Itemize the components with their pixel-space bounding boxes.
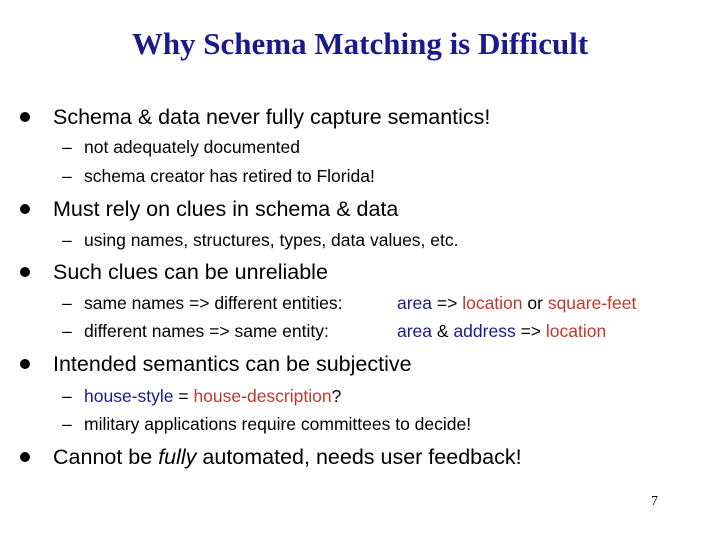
example-mapping <box>397 292 636 314</box>
bullet-text: Schema & data never fully capture semantics! <box>53 105 491 129</box>
page-number: 7 <box>651 494 658 509</box>
bullet-dot-icon <box>20 204 30 214</box>
emphasis-text: fully <box>158 445 197 469</box>
sub-bullet-text: using names, structures, types, data values, etc. <box>84 230 459 250</box>
arrow-text: => <box>515 321 546 341</box>
slide-title: Why Schema Matching is Difficult <box>131 26 589 61</box>
equals-text: = <box>173 386 194 406</box>
sub-bullet-text <box>84 385 341 407</box>
arrow-text: => <box>432 293 463 313</box>
sub-bullet-text: different names => same entity: <box>84 321 329 341</box>
bullet-text: Such clues can be unreliable <box>53 260 328 284</box>
bullet-text-pre: Cannot be <box>53 445 159 469</box>
term-area: area <box>397 293 433 313</box>
bullet-text: Must rely on clues in schema & data <box>53 197 399 221</box>
dash-icon: – <box>62 230 72 250</box>
term-area: area <box>397 321 433 341</box>
dash-icon: – <box>62 166 72 186</box>
bullet-dot-icon <box>20 452 30 462</box>
dash-icon: – <box>62 321 72 341</box>
connector-text: & <box>432 321 454 341</box>
dash-icon: – <box>62 414 72 434</box>
bullet-text <box>53 444 522 470</box>
connector-text: or <box>522 293 548 313</box>
bullet-dot-icon <box>20 267 30 277</box>
bullet-dot-icon <box>20 359 30 369</box>
bullet-text-post: automated, needs user feedback! <box>196 445 522 469</box>
sub-bullet-text: not adequately documented <box>84 137 300 157</box>
bullet-text: Intended semantics can be subjective <box>53 352 412 376</box>
term-house-description: house-description <box>193 386 332 406</box>
bullet-dot-icon <box>20 112 30 122</box>
dash-icon: – <box>62 137 72 157</box>
term-address: address <box>453 321 516 341</box>
term-location: location <box>462 293 523 313</box>
term-location: location <box>545 321 607 341</box>
sub-bullet-text: schema creator has retired to Florida! <box>84 166 375 186</box>
question-mark-text: ? <box>331 386 342 406</box>
sub-bullet-text: military applications require committees to decide! <box>84 414 472 434</box>
example-mapping <box>397 320 606 342</box>
term-square-feet: square-feet <box>547 293 637 313</box>
sub-bullet-text: same names => different entities: <box>84 293 343 313</box>
dash-icon: – <box>62 293 72 313</box>
dash-icon: – <box>62 386 72 406</box>
term-house-style: house-style <box>84 386 174 406</box>
